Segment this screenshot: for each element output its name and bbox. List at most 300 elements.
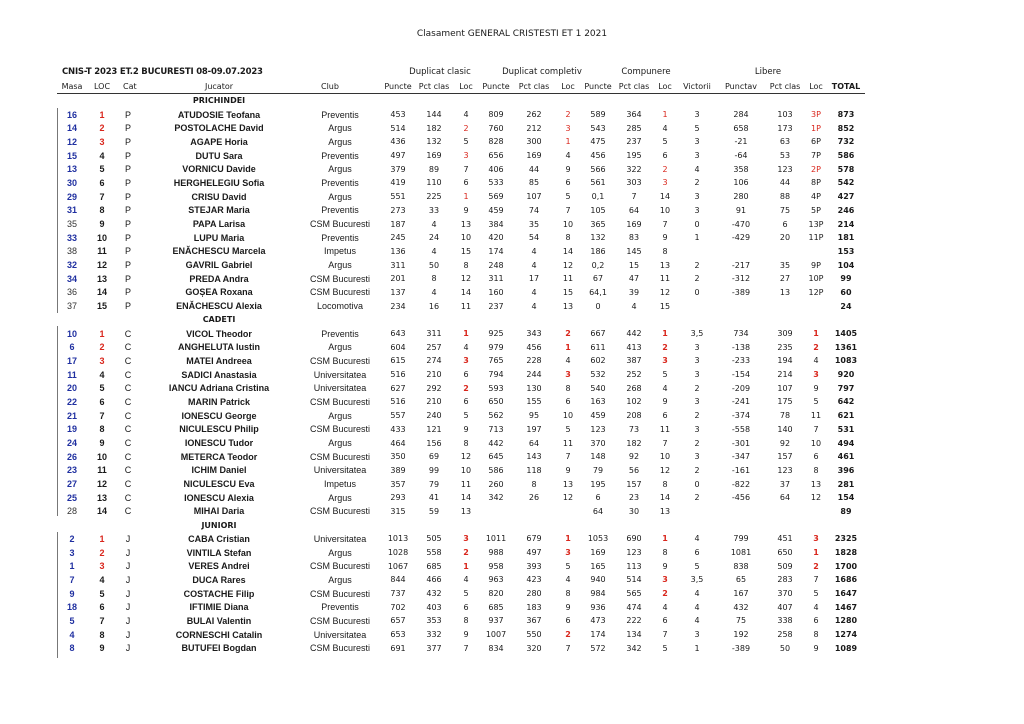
comp-place: 7 (662, 630, 668, 640)
libere-class-points: 63 (779, 137, 791, 147)
comp-points: 602 (590, 356, 606, 366)
dc-points: 201 (390, 274, 406, 284)
dcp-place: 13 (562, 479, 574, 489)
dcp-place: 1 (565, 342, 571, 352)
dc-place: 10 (460, 465, 472, 475)
dcp-points: 248 (488, 260, 504, 270)
player-name: CABA Cristian (188, 533, 250, 544)
dcp-points: 406 (488, 164, 504, 174)
dcp-place: 2 (565, 329, 571, 339)
comp-class-points: 157 (626, 479, 642, 489)
libere-points: -301 (731, 438, 751, 448)
comp-class-points: 47 (628, 274, 640, 284)
total-cell: 246 (837, 205, 855, 215)
dc-points: 419 (390, 178, 406, 188)
libere-class-points: 92 (779, 438, 791, 448)
club-name: CSM Bucuresti (309, 219, 371, 230)
comp-class-points: 268 (626, 383, 642, 393)
libere-place: 10P (808, 274, 824, 284)
masa-cell: 34 (66, 273, 77, 284)
libere-place: 12P (808, 287, 824, 297)
comp-class-points: 413 (626, 342, 642, 352)
comp-points: 667 (590, 329, 606, 339)
libere-place: 11 (810, 411, 822, 421)
victories (677, 505, 717, 519)
masa-cell: 8 (69, 643, 75, 654)
dcp-points: 979 (488, 342, 504, 352)
masa-cell: 7 (69, 574, 75, 585)
rank-cell: 8 (99, 205, 105, 216)
total-cell: 586 (837, 151, 855, 161)
dcp-points: 925 (488, 329, 504, 339)
comp-points: 186 (590, 246, 606, 256)
dc-place: 1 (463, 561, 469, 571)
club-name: CSM Bucuresti (309, 424, 371, 435)
category-cell: C (124, 506, 132, 517)
dcp-place: 13 (562, 301, 574, 311)
dcp-class-points: 320 (526, 643, 542, 653)
player-name: GOȘEA Roxana (185, 287, 253, 298)
comp-class-points: 134 (626, 630, 642, 640)
dc-points: 234 (390, 301, 406, 311)
dc-points: 137 (390, 287, 406, 297)
table-row (57, 381, 865, 395)
dc-points: 350 (390, 452, 406, 462)
rank-cell: 3 (99, 561, 105, 572)
libere-points: -429 (731, 233, 751, 243)
rank-cell: 6 (99, 602, 105, 613)
dcp-class-points: 423 (526, 575, 542, 585)
category-cell: J (125, 643, 131, 654)
comp-place: 6 (662, 616, 668, 626)
dcp-class-points: 550 (526, 630, 542, 640)
dcp-class-points: 4 (531, 287, 537, 297)
col-header: Victorii (677, 80, 717, 94)
dc-class-points: 505 (426, 534, 442, 544)
player-name: IFTIMIE Diana (189, 602, 249, 613)
player-name: VINTILA Stefan (186, 547, 252, 558)
libere-class-points: 53 (779, 151, 791, 161)
category-cell: C (124, 355, 132, 366)
dc-class-points: 292 (426, 383, 442, 393)
category-cell: C (124, 383, 132, 394)
dcp-class-points: 17 (528, 274, 540, 284)
dc-place: 2 (463, 548, 469, 558)
comp-place: 4 (662, 383, 668, 393)
masa-cell: 15 (66, 150, 77, 161)
table-row (57, 587, 865, 601)
dcp-place: 2 (565, 630, 571, 640)
category-cell: C (124, 479, 132, 490)
comp-class-points: 208 (626, 411, 642, 421)
libere-class-points: 338 (777, 616, 793, 626)
category-cell: C (124, 424, 132, 435)
table-row (57, 559, 865, 573)
club-name: Universitatea (313, 383, 367, 394)
libere-place: 8P (811, 178, 821, 188)
table-row (57, 409, 865, 423)
category-cell: J (125, 629, 131, 640)
col-header: LOC (87, 80, 117, 94)
masa-cell: 27 (66, 479, 77, 490)
libere-points (717, 245, 765, 259)
victories: 0 (694, 219, 700, 229)
player-name: LUPU Maria (193, 232, 245, 243)
table-row (57, 505, 865, 519)
libere-points: -233 (731, 356, 751, 366)
masa-cell: 18 (66, 602, 77, 613)
comp-points: 64 (592, 506, 604, 516)
comp-points: 105 (590, 205, 606, 215)
comp-place: 10 (659, 205, 671, 215)
group-duplicat-completiv: Duplicat completiv (502, 67, 582, 77)
club-name: CSM Bucuresti (309, 588, 371, 599)
libere-points: -347 (731, 452, 751, 462)
comp-place: 4 (662, 602, 668, 612)
table-row (57, 286, 865, 300)
libere-class-points: 37 (779, 479, 791, 489)
dc-place: 9 (463, 630, 469, 640)
dcp-class-points: 300 (526, 137, 542, 147)
rank-cell: 2 (99, 123, 105, 134)
dcp-class-points: 74 (528, 205, 540, 215)
comp-points: 163 (590, 397, 606, 407)
libere-class-points: 64 (779, 493, 791, 503)
club-name: Argus (328, 164, 352, 175)
dc-class-points: 33 (428, 205, 440, 215)
col-header: Pct clas (615, 80, 653, 94)
dcp-place: 6 (565, 616, 571, 626)
dcp-class-points: 679 (526, 534, 542, 544)
libere-class-points: 235 (777, 342, 793, 352)
victories: 0 (694, 479, 700, 489)
dcp-place: 5 (565, 192, 571, 202)
dc-place: 8 (463, 260, 469, 270)
table-row (57, 245, 865, 259)
club-name: CSM Bucuresti (309, 506, 371, 517)
club-name: Preventis (321, 328, 359, 339)
victories: 3 (694, 452, 700, 462)
total-cell: 531 (837, 424, 855, 434)
comp-points: 0,1 (591, 192, 605, 202)
libere-class-points: 123 (777, 465, 793, 475)
libere-points: 734 (733, 329, 749, 339)
player-name: METERCA Teodor (180, 451, 258, 462)
dcp-place: 1 (565, 137, 571, 147)
player-name: CRISU David (191, 191, 247, 202)
total-cell: 1405 (834, 329, 858, 339)
dc-points: 691 (390, 643, 406, 653)
dc-place: 5 (463, 137, 469, 147)
player-name: COSTACHE Filip (183, 588, 255, 599)
comp-points: 132 (590, 233, 606, 243)
col-header: Loc (555, 80, 581, 94)
dcp-place: 9 (565, 602, 571, 612)
comp-points: 532 (590, 370, 606, 380)
comp-points: 0 (595, 301, 601, 311)
libere-class-points: 13 (779, 287, 791, 297)
club-name: CSM Bucuresti (309, 273, 371, 284)
dc-place: 6 (463, 178, 469, 188)
comp-place: 7 (662, 219, 668, 229)
rank-cell: 13 (96, 273, 107, 284)
club-name: Impetus (323, 479, 356, 490)
total-cell: 1274 (834, 630, 858, 640)
dc-place: 10 (460, 233, 472, 243)
dcp-points: 794 (488, 370, 504, 380)
dcp-class-points: 343 (526, 329, 542, 339)
category-cell: C (124, 396, 132, 407)
category-cell: P (124, 219, 131, 230)
dcp-class-points: 262 (526, 110, 542, 120)
col-header: Puncte (381, 80, 415, 94)
rank-cell: 2 (99, 547, 105, 558)
dc-class-points: 132 (426, 137, 442, 147)
masa-cell: 29 (66, 191, 77, 202)
total-cell: 153 (837, 246, 855, 256)
libere-class-points: 50 (779, 643, 791, 653)
dcp-points: 834 (488, 643, 504, 653)
libere-points: 75 (735, 616, 747, 626)
masa-cell: 3 (69, 547, 75, 558)
libere-place (805, 299, 827, 313)
player-name: VERES Andrei (188, 561, 250, 572)
dcp-points: 820 (488, 589, 504, 599)
group-libere: Libere (754, 67, 782, 77)
libere-place: 12 (810, 493, 822, 503)
dcp-class-points: 497 (526, 548, 542, 558)
victories: 2 (694, 438, 700, 448)
dc-points: 1013 (387, 534, 409, 544)
section-header-row (57, 313, 865, 327)
dcp-place: 5 (565, 561, 571, 571)
total-cell: 396 (837, 465, 855, 475)
dc-class-points: 4 (431, 219, 437, 229)
rank-cell: 9 (99, 438, 105, 449)
table-row (57, 423, 865, 437)
club-name: Preventis (321, 205, 359, 216)
dc-points: 1028 (387, 548, 409, 558)
dc-place: 3 (463, 356, 469, 366)
dcp-place: 14 (562, 246, 574, 256)
dcp-class-points: 4 (531, 246, 537, 256)
table-row (57, 162, 865, 176)
player-name: NICULESCU Eva (183, 479, 255, 490)
dc-place: 12 (460, 452, 472, 462)
comp-class-points: 83 (628, 233, 640, 243)
spacer (57, 518, 139, 532)
club-name: Universitatea (313, 369, 367, 380)
dcp-class-points: 183 (526, 602, 542, 612)
rank-cell: 7 (99, 615, 105, 626)
dcp-place: 11 (562, 274, 574, 284)
dc-place: 1 (463, 329, 469, 339)
libere-points: 280 (733, 192, 749, 202)
victories: 3 (694, 356, 700, 366)
total-cell: 1828 (834, 548, 858, 558)
dcp-class-points: 95 (528, 411, 540, 421)
table-row (57, 573, 865, 587)
rank-cell: 4 (99, 150, 105, 161)
dc-place: 3 (463, 151, 469, 161)
club-name: Argus (328, 342, 352, 353)
libere-class-points: 370 (777, 589, 793, 599)
victories: 4 (694, 589, 700, 599)
dc-points: 187 (390, 219, 406, 229)
dc-place: 12 (460, 274, 472, 284)
dc-points: 433 (390, 424, 406, 434)
comp-points: 67 (592, 274, 604, 284)
victories: 5 (694, 123, 700, 133)
libere-place: 5P (811, 205, 821, 215)
club-name: Impetus (323, 246, 356, 257)
player-name: MIHAI Daria (193, 506, 245, 517)
comp-class-points: 39 (628, 287, 640, 297)
masa-cell: 38 (66, 246, 77, 257)
dcp-place: 9 (565, 465, 571, 475)
dc-place: 9 (463, 205, 469, 215)
results-table (57, 80, 865, 655)
rank-cell: 2 (99, 342, 105, 353)
comp-points: 984 (590, 589, 606, 599)
libere-class-points: 88 (779, 192, 791, 202)
libere-class-points: 175 (777, 397, 793, 407)
masa-cell: 14 (66, 123, 77, 134)
dc-points: 315 (390, 506, 406, 516)
dc-class-points: 50 (428, 260, 440, 270)
comp-place: 15 (659, 301, 671, 311)
dc-class-points: 332 (426, 630, 442, 640)
dc-class-points: 257 (426, 342, 442, 352)
total-cell: 99 (840, 274, 852, 284)
event-title: CNIS-T 2023 ET.2 BUCURESTI 08-09.07.2023 (62, 67, 263, 77)
victories: 3,5 (690, 329, 704, 339)
dc-points: 604 (390, 342, 406, 352)
dcp-class-points: 197 (526, 424, 542, 434)
spacer (299, 94, 865, 108)
rank-cell: 10 (96, 232, 107, 243)
comp-points: 936 (590, 602, 606, 612)
victories: 3 (694, 630, 700, 640)
dc-class-points: 4 (431, 287, 437, 297)
masa-cell: 21 (66, 410, 77, 421)
victories: 4 (694, 616, 700, 626)
libere-points: 65 (735, 575, 747, 585)
category-cell: P (124, 164, 131, 175)
dc-place: 8 (463, 438, 469, 448)
player-name: MATEI Andreea (186, 355, 252, 366)
dc-place: 4 (463, 342, 469, 352)
masa-cell: 10 (66, 328, 77, 339)
dc-points: 389 (390, 465, 406, 475)
comp-place: 5 (662, 643, 668, 653)
libere-place: 3P (811, 110, 821, 120)
player-name: PAPA Larisa (192, 219, 246, 230)
libere-points: 432 (733, 602, 749, 612)
comp-class-points: 342 (626, 643, 642, 653)
total-cell: 1083 (834, 356, 858, 366)
category-cell: J (125, 533, 131, 544)
masa-cell: 20 (66, 383, 77, 394)
col-header: Cat (117, 80, 139, 94)
player-name: ANGHELUTA Iustin (178, 342, 260, 353)
col-header: Puncte (479, 80, 513, 94)
player-name: DUCA Rares (192, 574, 246, 585)
rank-cell: 11 (97, 465, 107, 476)
page-title: Clasament GENERAL CRISTESTI ET 1 2021 (416, 29, 608, 39)
libere-class-points: 650 (777, 548, 793, 558)
libere-points (717, 299, 765, 313)
comp-place: 7 (662, 438, 668, 448)
comp-class-points: 102 (626, 397, 642, 407)
victories: 3,5 (690, 575, 704, 585)
libere-class-points: 283 (777, 575, 793, 585)
dc-points: 844 (390, 575, 406, 585)
victories: 1 (694, 233, 700, 243)
dcp-place: 11 (562, 438, 574, 448)
comp-place: 5 (662, 370, 668, 380)
dc-class-points: 144 (426, 110, 442, 120)
dc-points: 643 (390, 329, 406, 339)
dcp-points (479, 505, 513, 519)
dc-points: 653 (390, 630, 406, 640)
dc-points: 136 (390, 246, 406, 256)
player-name: ATUDOSIE Teofana (177, 109, 261, 120)
masa-cell: 30 (66, 177, 77, 188)
comp-place: 3 (662, 178, 668, 188)
masa-cell: 35 (66, 219, 77, 230)
dc-place: 7 (463, 164, 469, 174)
total-cell: 542 (837, 178, 855, 188)
club-name: Argus (328, 574, 352, 585)
comp-place: 12 (659, 465, 671, 475)
libere-place: 4P (811, 192, 821, 202)
masa-cell: 36 (66, 287, 77, 298)
category-cell: C (124, 410, 132, 421)
player-name: IONESCU George (181, 410, 257, 421)
comp-place: 1 (662, 534, 668, 544)
dc-class-points: 99 (428, 465, 440, 475)
category-cell: J (125, 615, 131, 626)
dc-class-points: 169 (426, 151, 442, 161)
libere-points: -154 (731, 370, 751, 380)
section-title: JUNIORI (201, 520, 237, 530)
libere-points: -209 (731, 383, 751, 393)
dc-points: 379 (390, 164, 406, 174)
table-row (57, 368, 865, 382)
dc-class-points: 8 (431, 274, 437, 284)
victories: 2 (694, 493, 700, 503)
comp-class-points: 73 (628, 424, 640, 434)
comp-class-points: 387 (626, 356, 642, 366)
dcp-place: 3 (565, 548, 571, 558)
dcp-points: 988 (488, 548, 504, 558)
victories: 4 (694, 534, 700, 544)
libere-class-points: 173 (777, 123, 793, 133)
dcp-place: 6 (565, 397, 571, 407)
player-name: IONESCU Tudor (184, 438, 254, 449)
libere-points: -558 (731, 424, 751, 434)
rank-cell: 3 (99, 355, 105, 366)
dc-class-points: 59 (428, 506, 440, 516)
table-row (57, 121, 865, 135)
comp-points: 543 (590, 123, 606, 133)
dc-points: 557 (390, 411, 406, 421)
libere-place: 8 (813, 465, 819, 475)
libere-points: 167 (733, 589, 749, 599)
dc-place: 11 (460, 301, 472, 311)
comp-place: 3 (662, 356, 668, 366)
